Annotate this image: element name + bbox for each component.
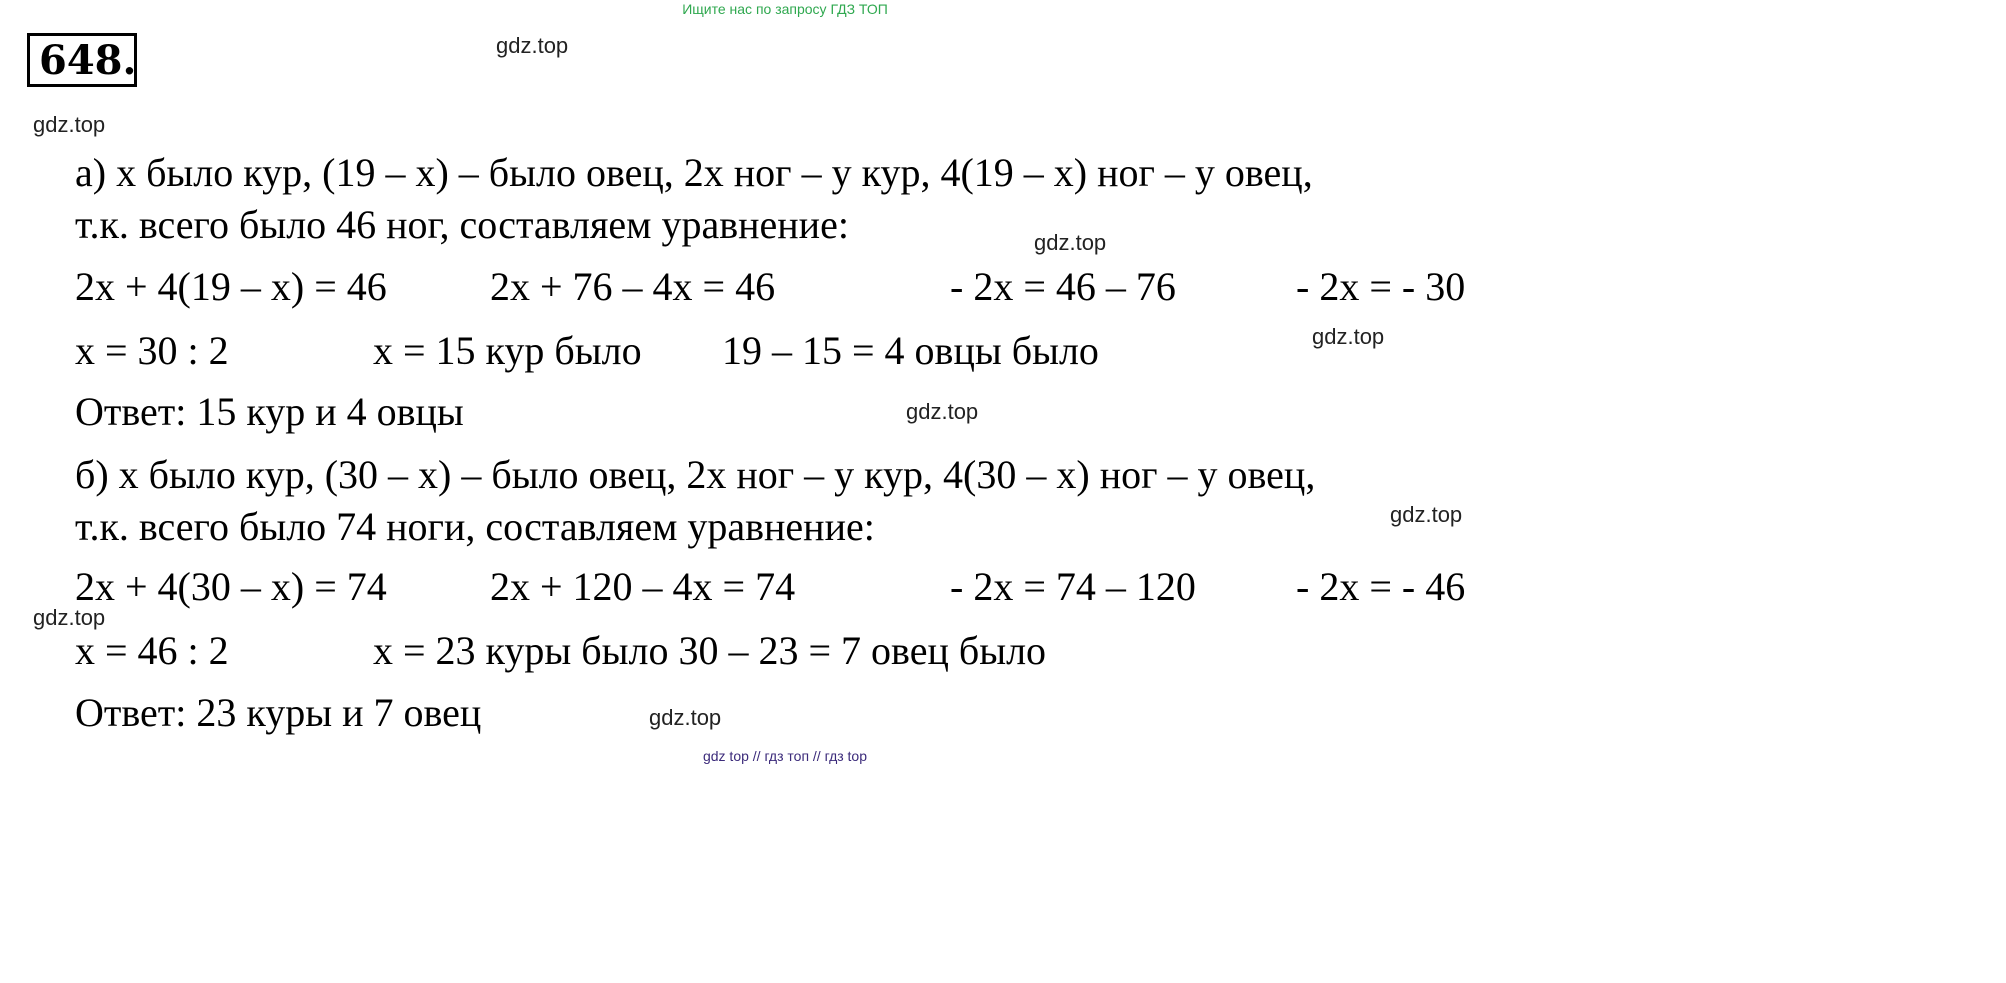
watermark: gdz.top — [33, 112, 106, 137]
watermark: gdz.top — [33, 605, 106, 630]
part-b-equation-3: - 2х = 74 – 120 — [950, 564, 1196, 609]
watermark: gdz.top — [496, 33, 569, 58]
part-b-statement-line-2: т.к. всего было 74 ноги, составляем уравнение: — [75, 504, 875, 549]
part-b-solution-1: х = 46 : 2 — [75, 628, 229, 673]
part-a-equation-3: - 2х = 46 – 76 — [950, 264, 1176, 309]
part-a-statement-line-2: т.к. всего было 46 ног, составляем уравнение: — [75, 202, 849, 247]
part-b-solution-2: х = 23 куры было 30 – 23 = 7 овец было — [373, 628, 1047, 673]
problem-number: 648. — [27, 33, 137, 87]
watermark: gdz.top — [906, 399, 979, 424]
part-a-equation-2: 2х + 76 – 4х = 46 — [490, 264, 776, 309]
part-a-solution-3: 19 – 15 = 4 овцы было — [722, 328, 1099, 373]
part-b-equation-1: 2х + 4(30 – х) = 74 — [75, 564, 387, 609]
part-a-answer: Ответ: 15 кур и 4 овцы — [75, 389, 464, 434]
watermark: gdz.top — [1034, 230, 1107, 255]
part-a-equation-4: - 2х = - 30 — [1296, 264, 1466, 309]
part-b-equation-4: - 2х = - 46 — [1296, 564, 1466, 609]
part-a-solution-1: х = 30 : 2 — [75, 328, 229, 373]
footer-links: gdz top // гдз топ // гдз top — [702, 748, 868, 764]
part-a-equation-1: 2х + 4(19 – х) = 46 — [75, 264, 387, 309]
part-a-solution-2: х = 15 кур было — [373, 328, 642, 373]
part-a-statement-line-1: а) х было кур, (19 – х) – было овец, 2х ног – у кур, 4(19 – х) ног – у овец, — [75, 150, 1313, 195]
part-b-answer: Ответ: 23 куры и 7 овец — [75, 690, 482, 735]
part-b-statement-line-1: б) х было кур, (30 – х) – было овец, 2х ног – у кур, 4(30 – х) ног – у овец, — [75, 452, 1316, 497]
watermark: gdz.top — [649, 705, 722, 730]
watermark: gdz.top — [1312, 324, 1385, 349]
search-hint-banner: Ищите нас по запросу ГДЗ ТОП — [682, 1, 888, 17]
part-b-equation-2: 2х + 120 – 4х = 74 — [490, 564, 796, 609]
watermark: gdz.top — [1390, 502, 1463, 527]
